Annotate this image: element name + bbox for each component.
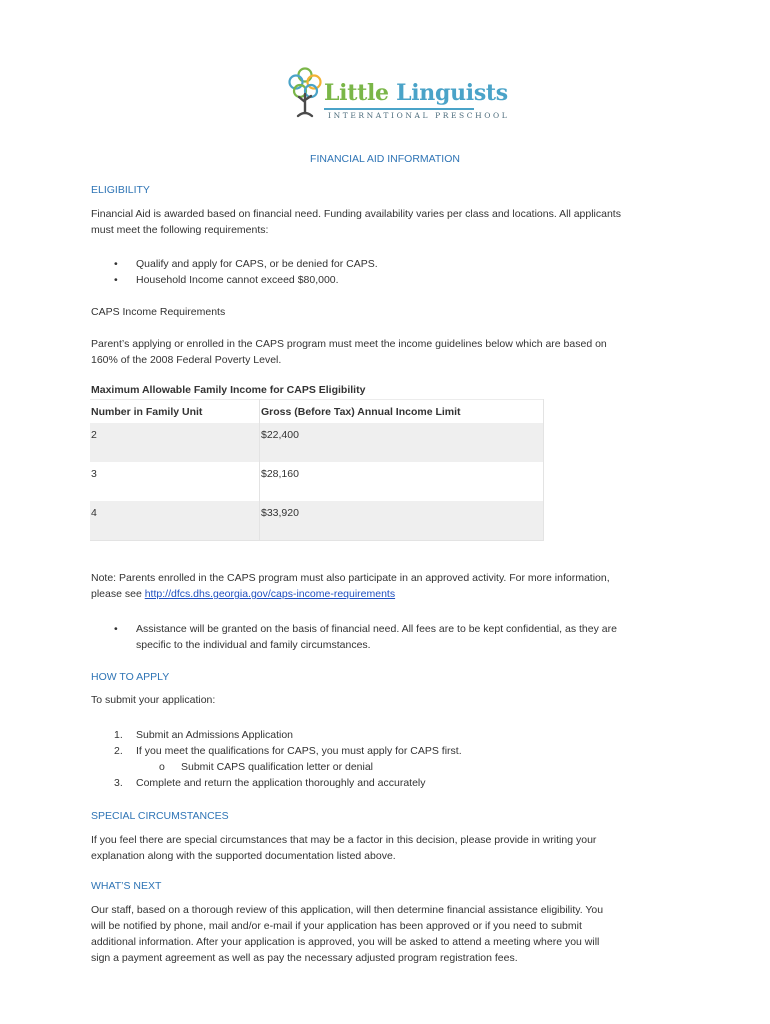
page-title: FINANCIAL AID INFORMATION bbox=[310, 153, 460, 165]
table-cell: 2 bbox=[90, 423, 260, 462]
column-header: Number in Family Unit bbox=[90, 400, 260, 424]
how-to-apply-heading: HOW TO APPLY bbox=[91, 671, 170, 683]
list-item: 3. Complete and return the application thoroughly and accurately bbox=[114, 777, 426, 789]
table-cell: $33,920 bbox=[260, 501, 544, 540]
caps-requirements-link[interactable]: http://dfcs.dhs.georgia.gov/caps-income-requirements bbox=[144, 588, 396, 600]
school-logo bbox=[288, 66, 510, 122]
table-row bbox=[90, 423, 544, 462]
table-row bbox=[90, 501, 544, 540]
bullet-icon: • bbox=[114, 274, 118, 286]
list-item: 1. Submit an Admissions Application bbox=[114, 729, 294, 741]
special-circumstances-heading: SPECIAL CIRCUMSTANCES bbox=[91, 810, 229, 822]
column-header: Gross (Before Tax) Annual Income Limit bbox=[260, 400, 544, 424]
logo-subtitle: INTERNATIONAL PRESCHOOL bbox=[328, 111, 510, 120]
list-item: • Household Income cannot exceed $80,000. bbox=[114, 274, 339, 286]
table-cell: $28,160 bbox=[260, 462, 544, 501]
special-circumstances-text: If you feel there are special circumstances that may be a factor in this decision, please provide in writing your explanation along with the supported documentation listed above. bbox=[91, 834, 597, 862]
eligibility-intro: Financial Aid is awarded based on financial need. Funding availability varies per class and locations. All applicants must meet the following requirements: bbox=[91, 208, 621, 236]
table-caption: Maximum Allowable Family Income for CAPS Eligibility bbox=[91, 384, 366, 396]
table-cell: $22,400 bbox=[260, 423, 544, 462]
list-item: • Assistance will be granted on the basis of financial need. All fees are to be kept confidential, as they are specific to the individual and family circumstances. bbox=[114, 623, 617, 651]
sub-list-item: o Submit CAPS qualification letter or denial bbox=[159, 761, 374, 773]
whats-next-text: Our staff, based on a thorough review of this application, will then determine financial assistance eligibility. You will be notified by phone, mail and/or e-mail if your application has been approved or if you need to submit additional information. After your application is approved, you will be asked to attend a meeting where you will sign a payment agreement as well as pay the necessary adjusted program registration fees. bbox=[91, 904, 604, 964]
income-table bbox=[90, 399, 544, 541]
whats-next-heading: WHAT’S NEXT bbox=[91, 880, 162, 892]
logo-underline bbox=[324, 108, 474, 110]
bullet-icon: • bbox=[114, 258, 118, 270]
list-item: 2. If you meet the qualifications for CAPS, you must apply for CAPS first. bbox=[114, 745, 462, 757]
bullet-icon: • bbox=[114, 623, 118, 635]
eligibility-heading: ELIGIBILITY bbox=[91, 184, 150, 196]
tree-icon bbox=[288, 66, 322, 120]
list-item: • Qualify and apply for CAPS, or be denied for CAPS. bbox=[114, 258, 378, 270]
table-header-row bbox=[90, 400, 544, 424]
how-to-apply-intro: To submit your application: bbox=[91, 694, 216, 706]
logo-wordmark: Little Linguists bbox=[324, 80, 508, 106]
table-cell: 3 bbox=[90, 462, 260, 501]
table-cell: 4 bbox=[90, 501, 260, 540]
caps-description: Parent’s applying or enrolled in the CAPS program must meet the income guidelines below which are based on 160% of the 2008 Federal Poverty Level. bbox=[91, 338, 607, 366]
caps-note: Note: Parents enrolled in the CAPS program must also participate in an approved activity. For more information, please see http://dfcs.dhs.georgia.gov/caps-income-requirements bbox=[91, 572, 610, 600]
caps-subheading: CAPS Income Requirements bbox=[91, 306, 226, 318]
table-row bbox=[90, 462, 544, 501]
